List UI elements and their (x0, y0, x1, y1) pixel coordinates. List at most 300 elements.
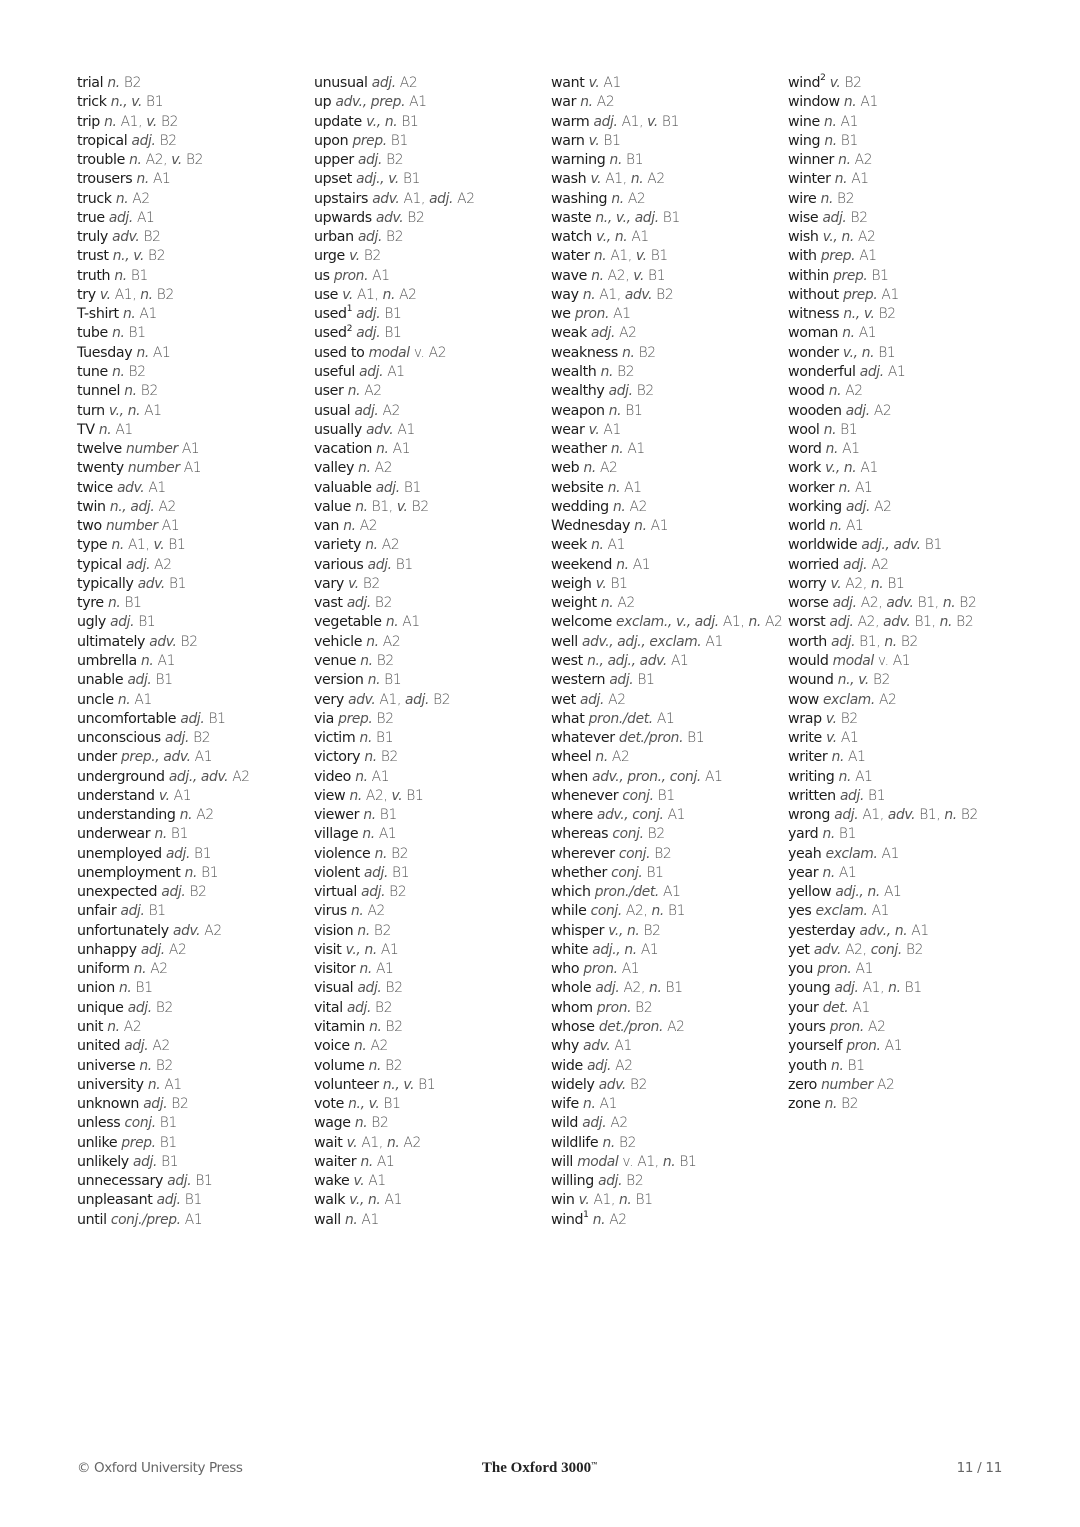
headword (314, 460, 354, 476)
headword (788, 1000, 819, 1016)
headword (788, 422, 820, 438)
part-of-speech: n. (141, 652, 154, 669)
word-entry (551, 440, 787, 459)
headword-text: where (551, 807, 593, 824)
cefr-level: A2 (360, 383, 382, 400)
part-of-speech: n. (382, 286, 396, 303)
word-entry (77, 941, 313, 960)
headword (314, 884, 357, 900)
cefr-level: B1 (134, 614, 156, 631)
headword-text: upstairs (314, 190, 369, 207)
headword (77, 1115, 120, 1131)
word-column-1 (77, 74, 313, 1230)
word-entry (77, 1153, 313, 1172)
part-of-speech-and-level (356, 171, 420, 187)
part-of-speech-and-level (360, 1154, 394, 1170)
headword (77, 518, 102, 534)
headword (788, 306, 839, 322)
word-entry (551, 1057, 787, 1076)
cefr-level: B1 (142, 94, 164, 111)
part-of-speech: n. (834, 171, 848, 188)
word-entry (314, 132, 550, 151)
cefr-level: B1, (910, 614, 940, 631)
headword (314, 730, 355, 746)
part-of-speech-and-level (846, 1038, 902, 1054)
word-entry (314, 787, 550, 806)
cefr-level: B1 (397, 113, 419, 130)
part-of-speech: v. (342, 286, 353, 303)
word-entry (788, 536, 1024, 555)
cefr-level: B2 (376, 749, 398, 766)
cefr-level: A2 (399, 1134, 421, 1151)
headword-text: you (788, 961, 814, 978)
headword-text: zone (788, 1096, 821, 1113)
cefr-level: B2 (846, 209, 868, 226)
part-of-speech-and-level (185, 865, 219, 881)
part-of-speech-and-level (369, 1058, 403, 1074)
cefr-level: A1, (399, 190, 430, 207)
headword (551, 1096, 579, 1112)
word-entry (551, 941, 787, 960)
cefr-level: B2 (429, 691, 451, 708)
word-entry (788, 286, 1024, 305)
headword-text: vary (314, 575, 344, 592)
cefr-level: B2 (381, 980, 403, 997)
part-of-speech: adj. (124, 1038, 149, 1055)
headword (788, 614, 825, 630)
headword-text: various (314, 556, 364, 573)
cefr-level: B1 (398, 171, 421, 188)
part-of-speech: n. (115, 190, 129, 207)
cefr-level: B2 (403, 209, 425, 226)
cefr-level: A1 (398, 614, 420, 631)
headword-text: wine (788, 113, 820, 130)
headword (551, 672, 605, 688)
part-of-speech-and-level (348, 383, 382, 399)
part-of-speech-and-level (360, 653, 394, 669)
word-entry (551, 864, 787, 883)
part-of-speech: adj. (839, 787, 864, 804)
part-of-speech-and-level (609, 383, 654, 399)
part-of-speech-and-level (622, 345, 656, 361)
headword (788, 557, 839, 573)
headword-text: yesterday (788, 922, 856, 939)
part-of-speech: n. (591, 537, 604, 554)
headword-text: worried (788, 556, 839, 573)
headword (77, 133, 127, 149)
word-entry (788, 633, 1024, 652)
part-of-speech-and-level (616, 557, 650, 573)
cefr-level: A1 (883, 363, 906, 380)
cefr-level: A1 (367, 768, 390, 785)
part-of-speech-and-level (136, 171, 170, 187)
part-of-speech: v. (171, 152, 182, 169)
part-of-speech: conj. (870, 941, 902, 958)
cefr-level: A1 (879, 884, 902, 901)
part-of-speech: adj. (595, 980, 620, 997)
headword-text: victory (314, 749, 361, 766)
cefr-level: B2 (634, 344, 656, 361)
headword-text: worker (788, 479, 835, 496)
part-of-speech-and-level (577, 1154, 696, 1170)
part-of-speech-and-level (589, 133, 621, 149)
cefr-level: B2 (369, 922, 392, 939)
cefr-level: A1 (179, 460, 202, 477)
part-of-speech: n. (358, 460, 371, 477)
part-of-speech: n. (939, 614, 953, 631)
cefr-level: B2 (622, 1173, 644, 1190)
headword-text: whole (551, 980, 592, 997)
headword-text: unknown (77, 1096, 140, 1113)
part-of-speech: adj. (356, 325, 381, 342)
word-entry (788, 652, 1024, 671)
word-entry (551, 768, 787, 787)
headword-text: T-shirt (77, 306, 119, 323)
headword (551, 730, 615, 746)
headword (551, 1192, 575, 1208)
headword (314, 94, 331, 110)
part-of-speech: n. (823, 421, 837, 438)
part-of-speech-and-level (361, 884, 406, 900)
part-of-speech-and-level (357, 923, 391, 939)
word-entry (314, 594, 550, 613)
headword-text: washing (551, 190, 608, 207)
headword-text: website (551, 479, 604, 496)
word-entry (77, 74, 313, 93)
cefr-level: A1 (623, 441, 645, 458)
part-of-speech: adj. (405, 691, 430, 708)
cefr-level: B1 (599, 132, 621, 149)
part-of-speech-and-level (134, 961, 168, 977)
part-of-speech: n. (822, 864, 835, 881)
part-of-speech: v. (578, 1192, 590, 1209)
word-entry (551, 1211, 787, 1230)
headword (788, 248, 817, 264)
headword-text: zero (788, 1076, 817, 1093)
part-of-speech-and-level (368, 557, 413, 573)
part-of-speech-and-level (143, 1096, 188, 1112)
cefr-level: A2 (760, 614, 783, 631)
headword-text: win (551, 1192, 575, 1209)
headword (77, 287, 96, 303)
word-entry (788, 556, 1024, 575)
part-of-speech: adv., prep. (335, 94, 406, 111)
part-of-speech-and-level (119, 980, 153, 996)
cefr-level: A1 (877, 286, 899, 303)
headword-text: victim (314, 730, 356, 747)
part-of-speech-and-level (107, 1019, 141, 1035)
headword (314, 364, 355, 380)
headword (77, 730, 161, 746)
part-of-speech: number (127, 460, 180, 477)
headword-text: widely (551, 1076, 595, 1093)
cefr-level: A1, (352, 286, 383, 303)
part-of-speech: adj. (357, 229, 382, 246)
headword (788, 1038, 842, 1054)
headword (551, 287, 579, 303)
cefr-level: A2 (378, 402, 401, 419)
word-entry (788, 883, 1024, 902)
headword (314, 403, 350, 419)
headword-text: unique (77, 999, 124, 1016)
headword (788, 980, 830, 996)
part-of-speech: v. (595, 575, 607, 592)
cefr-level: B2 (359, 248, 381, 265)
cefr-level: A1 (132, 209, 155, 226)
word-entry (314, 209, 550, 228)
cefr-level: B1, (367, 498, 397, 515)
part-of-speech-and-level (826, 846, 899, 862)
part-of-speech-and-level (169, 769, 250, 785)
headword (77, 1038, 120, 1054)
headword-text: vitamin (314, 1019, 365, 1036)
word-entry (551, 902, 787, 921)
headword (314, 345, 364, 361)
headword-text: upwards (314, 209, 372, 226)
headword-text: wooden (788, 402, 842, 419)
cefr-level: A1 (393, 421, 415, 438)
headword (314, 653, 356, 669)
part-of-speech-and-level (830, 1019, 886, 1035)
word-entry (551, 151, 787, 170)
part-of-speech-and-level (355, 1115, 389, 1131)
part-of-speech-and-level (613, 499, 647, 515)
headword (314, 595, 343, 611)
part-of-speech-and-level (619, 846, 671, 862)
cefr-level: A1 (380, 1192, 403, 1209)
headword-text: unlikely (77, 1153, 129, 1170)
part-of-speech: pron./det. (594, 884, 659, 901)
part-of-speech-and-level (610, 152, 644, 168)
word-entry (551, 825, 787, 844)
cefr-level: A2 (872, 1076, 895, 1093)
part-of-speech-and-level (591, 325, 637, 341)
part-of-speech: adv., pron., conj. (592, 768, 701, 785)
word-entry (77, 825, 313, 844)
cefr-level: B1 (190, 845, 212, 862)
part-of-speech-and-level (347, 595, 392, 611)
word-entry (77, 864, 313, 883)
copyright-notice: © Oxford University Press (77, 1460, 243, 1476)
headword-text: vacation (314, 441, 372, 458)
cefr-level: A2, (841, 575, 871, 592)
part-of-speech-and-level (133, 1154, 178, 1170)
headword (77, 364, 108, 380)
headword-text: willing (551, 1173, 594, 1190)
part-of-speech-and-level (611, 441, 645, 457)
headword-text: yard (788, 826, 819, 843)
word-entry (551, 209, 787, 228)
headword (551, 306, 571, 322)
part-of-speech: n. (662, 1153, 676, 1170)
part-of-speech-and-level (616, 614, 782, 630)
headword (77, 403, 105, 419)
headword (314, 229, 354, 245)
part-of-speech: n. (359, 961, 372, 978)
word-entry (551, 305, 787, 324)
part-of-speech-and-level (831, 576, 905, 592)
part-of-speech: adj. (156, 1192, 181, 1209)
part-of-speech: n. (179, 807, 193, 824)
cefr-level: A2 (615, 325, 637, 342)
headword-text: wood (788, 383, 825, 400)
part-of-speech-and-level (824, 114, 858, 130)
part-of-speech-and-level (376, 441, 410, 457)
headword (788, 1058, 827, 1074)
part-of-speech: v. (99, 286, 111, 303)
headword-text: uncle (77, 691, 114, 708)
headword (77, 1000, 124, 1016)
word-entry (314, 768, 550, 787)
part-of-speech-and-level (589, 711, 675, 727)
part-of-speech: adj. (346, 999, 372, 1016)
part-of-speech: v. (826, 730, 837, 747)
headword (314, 171, 352, 187)
headword-text: vital (314, 999, 343, 1016)
headword (788, 345, 839, 361)
cefr-level: A1 (357, 1211, 379, 1228)
headword (551, 1115, 578, 1131)
headword-text: witness (788, 306, 840, 323)
headword (551, 557, 612, 573)
headword-text: tropical (77, 132, 128, 149)
part-of-speech-and-level (823, 692, 896, 708)
part-of-speech-and-level (132, 133, 177, 149)
headword (77, 537, 107, 553)
part-of-speech-and-level (108, 595, 142, 611)
cefr-level: B1 (414, 1076, 436, 1093)
headword-text: wheel (551, 749, 592, 766)
part-of-speech-and-level (358, 152, 403, 168)
headword (551, 171, 586, 187)
headword (77, 692, 114, 708)
part-of-speech: exclam. (815, 903, 868, 920)
part-of-speech: adj. (131, 132, 156, 149)
cefr-level: A2 (853, 229, 876, 246)
part-of-speech: v. (588, 421, 600, 438)
headword (77, 961, 130, 977)
headword-text: turn (77, 402, 105, 419)
word-entry (314, 459, 550, 478)
word-entry (77, 132, 313, 151)
cefr-level: B2 (155, 132, 177, 149)
headword-text: upon (314, 132, 349, 149)
part-of-speech-and-level (386, 614, 420, 630)
word-entry (788, 941, 1024, 960)
part-of-speech-and-level (110, 499, 176, 515)
headword-text: volume (314, 1057, 365, 1074)
part-of-speech: v. (346, 1134, 358, 1151)
part-of-speech-and-level (369, 345, 447, 361)
word-entry (314, 999, 550, 1018)
word-entry (314, 1037, 550, 1056)
part-of-speech: adj. (357, 980, 382, 997)
cefr-level: v. A1, (618, 1153, 663, 1170)
headword (77, 1077, 144, 1093)
word-entry (77, 402, 313, 421)
word-entry (788, 1018, 1024, 1037)
part-of-speech-and-level (369, 1019, 403, 1035)
word-entry (77, 517, 313, 536)
cefr-level: A1 (701, 633, 723, 650)
part-of-speech-and-level (821, 191, 855, 207)
word-entry (77, 324, 313, 343)
part-of-speech-and-level (154, 826, 188, 842)
headword-text: understand (77, 787, 155, 804)
part-of-speech: v. (396, 498, 408, 515)
headword (314, 576, 344, 592)
part-of-speech-and-level (843, 557, 889, 573)
headword-text: united (77, 1038, 121, 1055)
part-of-speech: conj. (612, 826, 644, 843)
headword (77, 653, 137, 669)
headword-text: watch (551, 229, 592, 246)
headword-text: very (314, 691, 344, 708)
headword (77, 1019, 103, 1035)
part-of-speech: v. (353, 1173, 365, 1190)
cefr-level: A2 (355, 518, 378, 535)
cefr-level: B2 (833, 190, 855, 207)
word-entry (551, 1037, 787, 1056)
part-of-speech: n. (129, 152, 142, 169)
headword (314, 133, 348, 149)
headword-text: wet (551, 691, 576, 708)
part-of-speech-and-level (112, 325, 146, 341)
part-of-speech: modal (832, 652, 874, 669)
part-of-speech: n. (600, 595, 614, 612)
headword (551, 749, 591, 765)
cefr-level: A1 (854, 325, 877, 342)
headword-text: writer (788, 749, 828, 766)
word-entry (314, 344, 550, 363)
headword-text: wide (551, 1057, 583, 1074)
word-entry (551, 613, 787, 632)
headword (551, 133, 584, 149)
cefr-level: B1 (144, 903, 166, 920)
headword-text: truck (77, 190, 112, 207)
part-of-speech-and-level (583, 1096, 617, 1112)
part-of-speech: n. (154, 826, 167, 843)
cefr-level: B1 (883, 575, 905, 592)
part-of-speech-and-level (599, 1019, 685, 1035)
headword (788, 460, 821, 476)
word-entry (314, 421, 550, 440)
part-of-speech: adj. (167, 1173, 192, 1190)
headword (314, 1000, 343, 1016)
headword (77, 422, 95, 438)
cefr-level: B2 (381, 1057, 403, 1074)
cefr-level: A1 (405, 94, 427, 111)
cefr-level: A2, (361, 787, 392, 804)
cefr-level: A2 (663, 1019, 685, 1036)
word-entry (314, 902, 550, 921)
part-of-speech: adj. (120, 903, 145, 920)
word-entry (314, 613, 550, 632)
part-of-speech: prep. (843, 286, 878, 303)
part-of-speech: n. (651, 903, 664, 920)
headword-text: tunnel (77, 383, 121, 400)
part-of-speech-and-level (846, 499, 892, 515)
word-entry (77, 440, 313, 459)
word-entry (314, 633, 550, 652)
headword (314, 1096, 344, 1112)
part-of-speech-and-level (138, 576, 186, 592)
headword-text: well (551, 633, 578, 650)
part-of-speech: n. (616, 556, 629, 573)
part-of-speech: pron. (846, 1038, 881, 1055)
part-of-speech-and-level (583, 1038, 632, 1054)
part-of-speech-and-level (356, 306, 401, 322)
